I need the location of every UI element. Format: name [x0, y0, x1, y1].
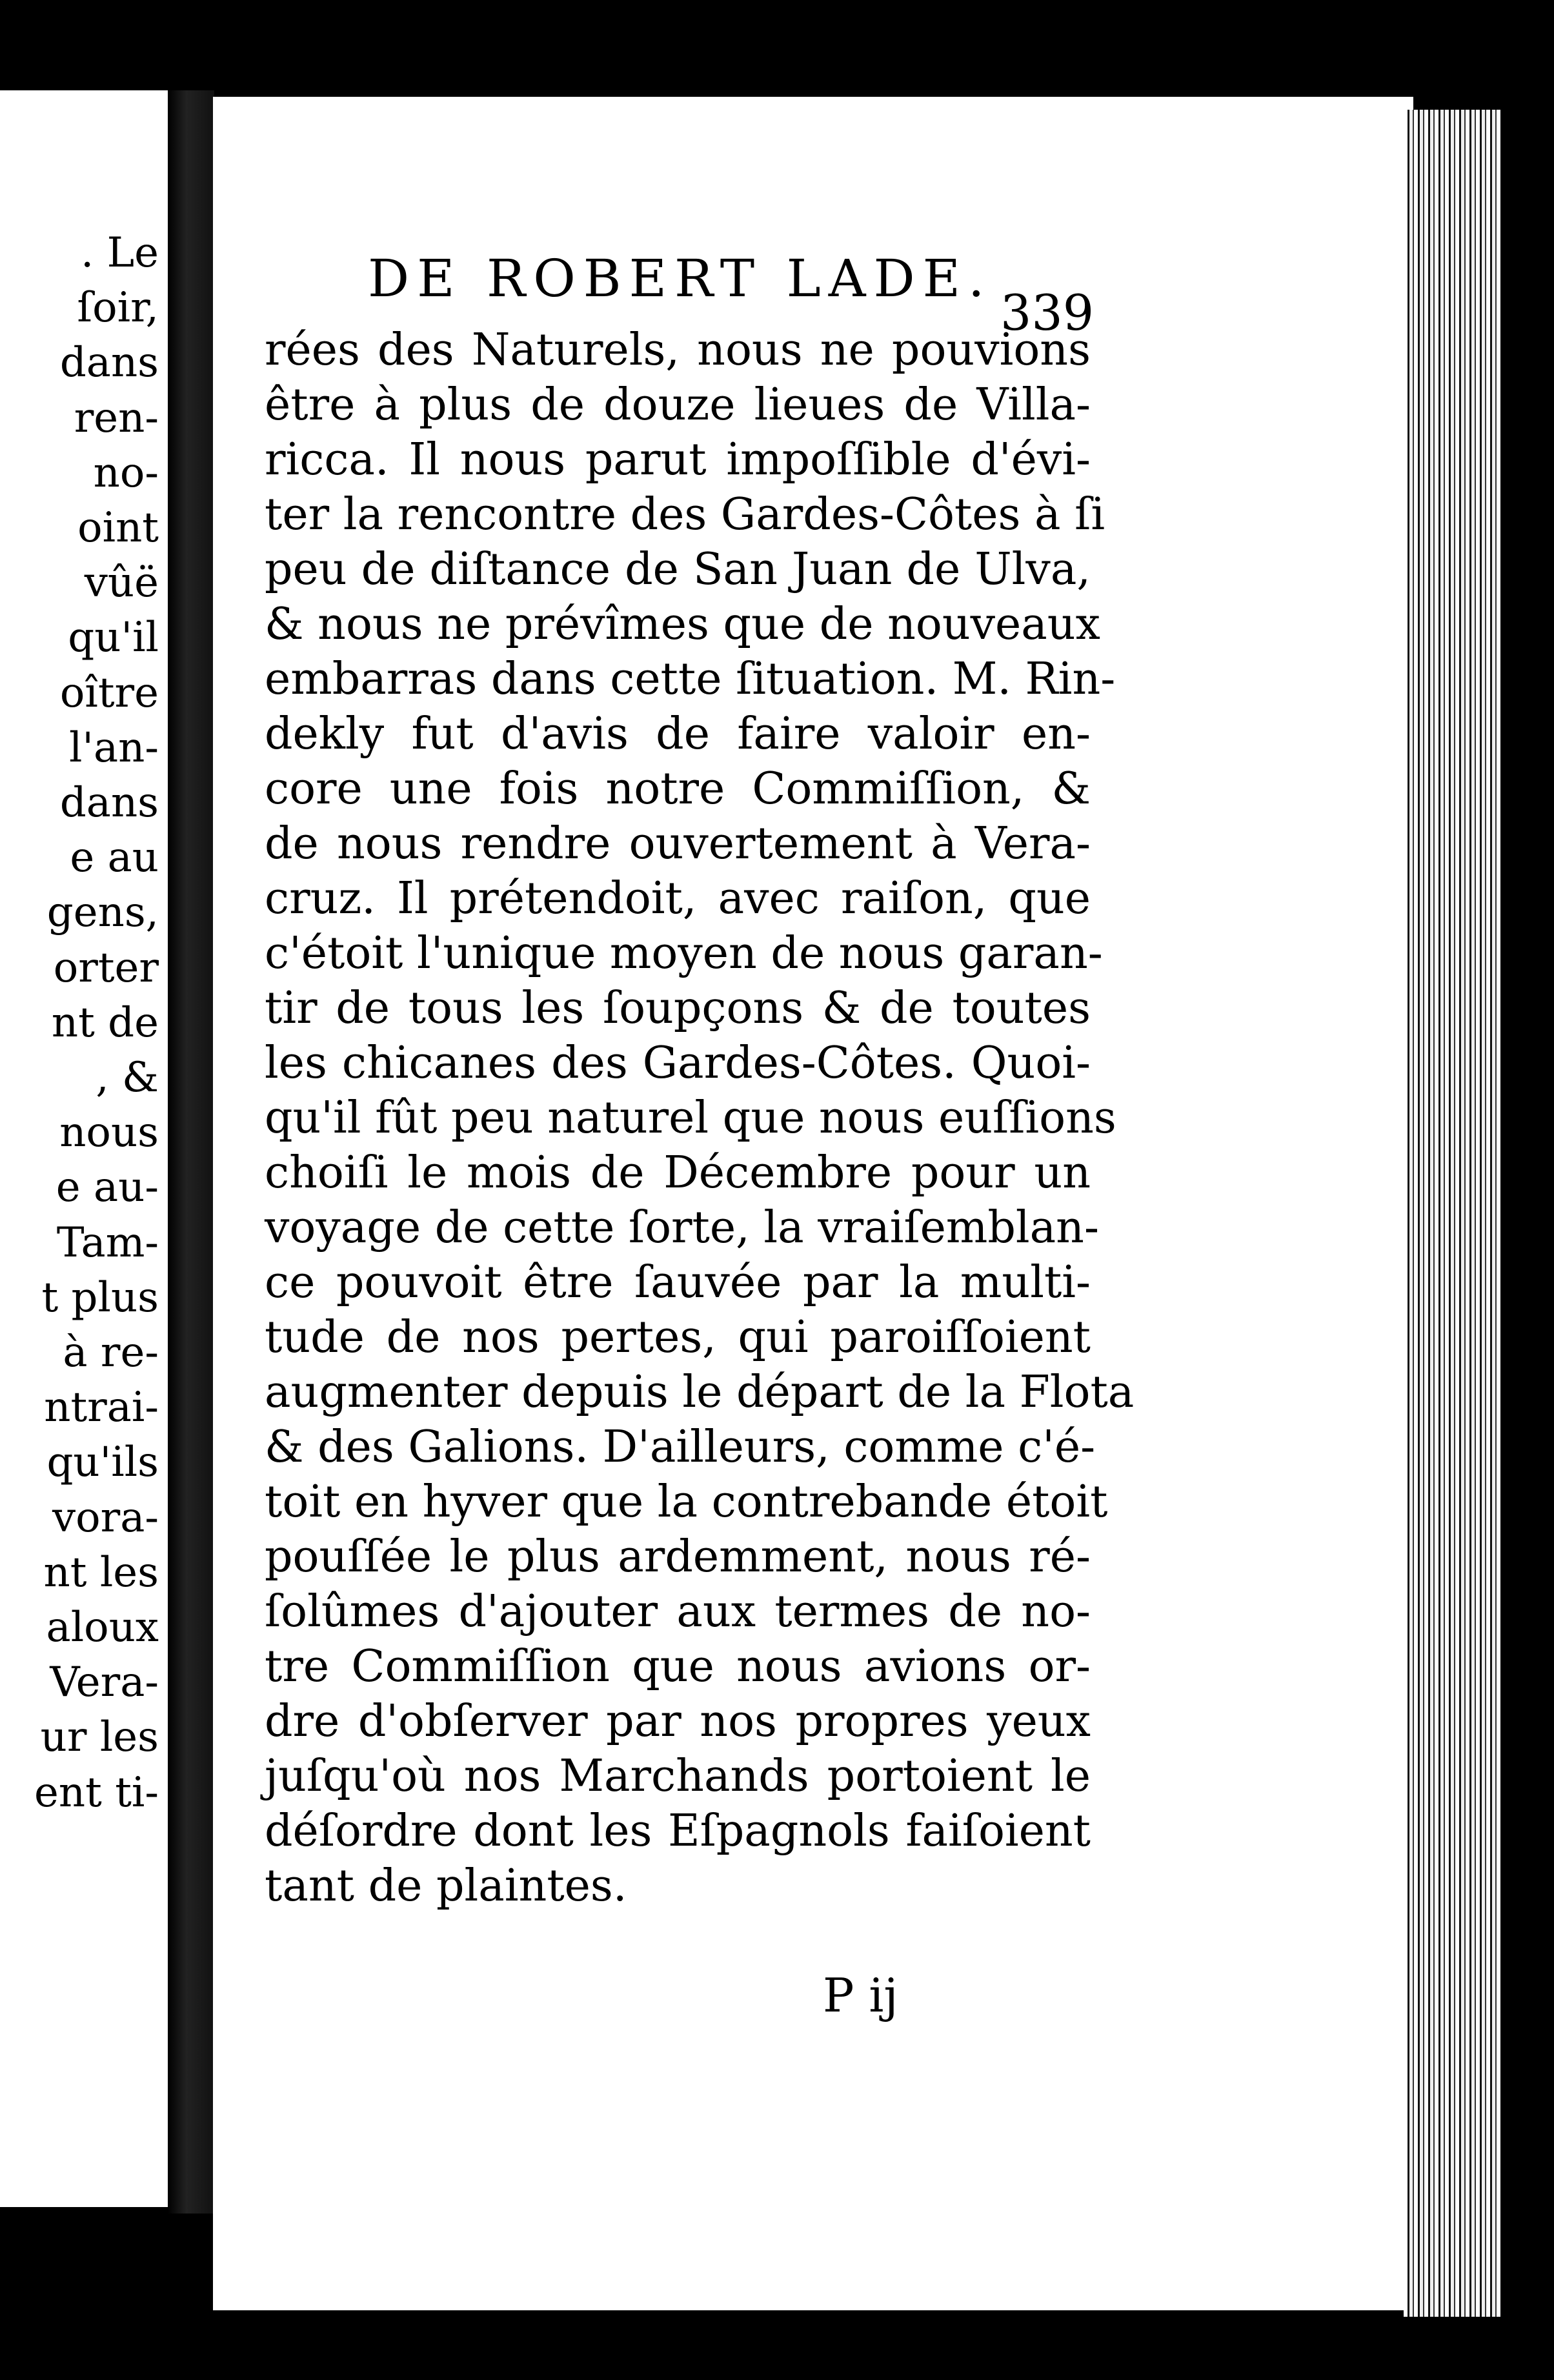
facing-page-line: nous — [59, 1109, 159, 1157]
body-line: pouſſée le plus ardemment, nous ré- — [265, 1531, 1091, 1582]
book-gutter — [168, 90, 214, 2214]
body-line: augmenter depuis le départ de la Flota — [265, 1367, 1135, 1418]
facing-page-line: ſoir, — [77, 284, 159, 332]
body-line: cruz. Il prétendoit, avec raiſon, que — [265, 873, 1091, 924]
body-line: core une fois notre Commiſſion, & — [265, 763, 1091, 814]
signature-mark: P ij — [823, 1968, 898, 2022]
body-line: toit en hyver que la contrebande étoit — [265, 1477, 1108, 1528]
page-edges — [1404, 110, 1500, 2317]
facing-page-line: gens, — [46, 889, 159, 937]
facing-page-line: ntrai- — [44, 1384, 159, 1432]
facing-page-line: qu'il — [68, 614, 159, 662]
facing-page-line: dans — [59, 339, 159, 387]
body-line: ricca. Il nous parut impoſſible d'évi- — [265, 434, 1091, 485]
facing-page — [0, 90, 168, 2207]
running-header: DE ROBERT LADE. — [368, 248, 993, 308]
facing-page-line: vûë — [84, 559, 159, 607]
facing-page-line: aloux — [46, 1604, 159, 1651]
facing-page-line: à re- — [63, 1329, 159, 1377]
body-line: tir de tous les ſoupçons & de toutes — [265, 983, 1091, 1034]
body-line: tude de nos pertes, qui paroiſſoient — [265, 1312, 1091, 1363]
facing-page-line: no- — [93, 449, 159, 497]
facing-page-line: ent ti- — [34, 1768, 159, 1817]
body-text — [265, 323, 1135, 1913]
facing-page-line: nt de — [51, 998, 159, 1047]
facing-page-line: nt les — [43, 1548, 159, 1597]
body-line: tre Commiſſion que nous avions or- — [265, 1641, 1091, 1692]
facing-page-line: Tam- — [56, 1218, 159, 1267]
body-line: & des Galions. D'ailleurs, comme c'é- — [265, 1422, 1096, 1473]
facing-page-line: e au- — [56, 1164, 159, 1212]
body-line: juſqu'où nos Marchands portoient le — [265, 1751, 1091, 1802]
body-line: ſolûmes d'ajouter aux termes de no- — [265, 1586, 1091, 1637]
body-line: dre d'obſerver par nos propres yeux — [265, 1696, 1091, 1747]
facing-page-line: ren- — [74, 394, 159, 442]
facing-page-line: oint — [77, 504, 159, 552]
body-line: de nous rendre ouvertement à Vera- — [265, 818, 1091, 869]
facing-page-line: qu'ils — [46, 1438, 159, 1487]
facing-page-line: vora- — [52, 1493, 159, 1542]
body-line: qu'il fût peu naturel que nous euſſions — [265, 1093, 1116, 1144]
body-line: peu de diſtance de San Juan de Ulva, — [265, 544, 1091, 595]
body-line: c'étoit l'unique moyen de nous garan- — [265, 928, 1103, 979]
facing-page-line: Vera- — [50, 1659, 159, 1707]
body-line: dekly fut d'avis de faire valoir en- — [265, 709, 1091, 760]
body-line: voyage de cette ſorte, la vraiſemblan- — [265, 1202, 1099, 1253]
body-line: choiſi le mois de Décembre pour un — [265, 1147, 1091, 1198]
facing-page-line: t plus — [41, 1273, 159, 1322]
body-line: embarras dans cette ſituation. M. Rin- — [265, 654, 1116, 705]
body-line: déſordre dont les Eſpagnols faiſoient — [265, 1806, 1091, 1857]
facing-page-line: ur les — [40, 1713, 159, 1762]
facing-page-line: . Le — [80, 229, 159, 277]
facing-page-line: e au — [70, 834, 159, 882]
body-line: être à plus de douze lieues de Villa- — [265, 379, 1091, 430]
body-line: ce pouvoit être ſauvée par la multi- — [265, 1257, 1091, 1308]
page-number: 339 — [1000, 284, 1095, 341]
body-line: ter la rencontre des Gardes-Côtes à ſi — [265, 489, 1105, 540]
body-line: & nous ne prévîmes que de nouveaux — [265, 599, 1100, 650]
body-line: les chicanes des Gardes-Côtes. Quoi- — [265, 1038, 1091, 1089]
facing-page-line: l'an- — [68, 723, 159, 772]
facing-page-line: , & — [96, 1054, 159, 1102]
facing-page-line: dans — [59, 779, 159, 827]
facing-page-line: orter — [53, 943, 159, 992]
body-line: rées des Naturels, nous ne pouvions — [265, 325, 1091, 376]
facing-page-line: oître — [59, 669, 159, 717]
body-line: tant de plaintes. — [265, 1861, 627, 1911]
